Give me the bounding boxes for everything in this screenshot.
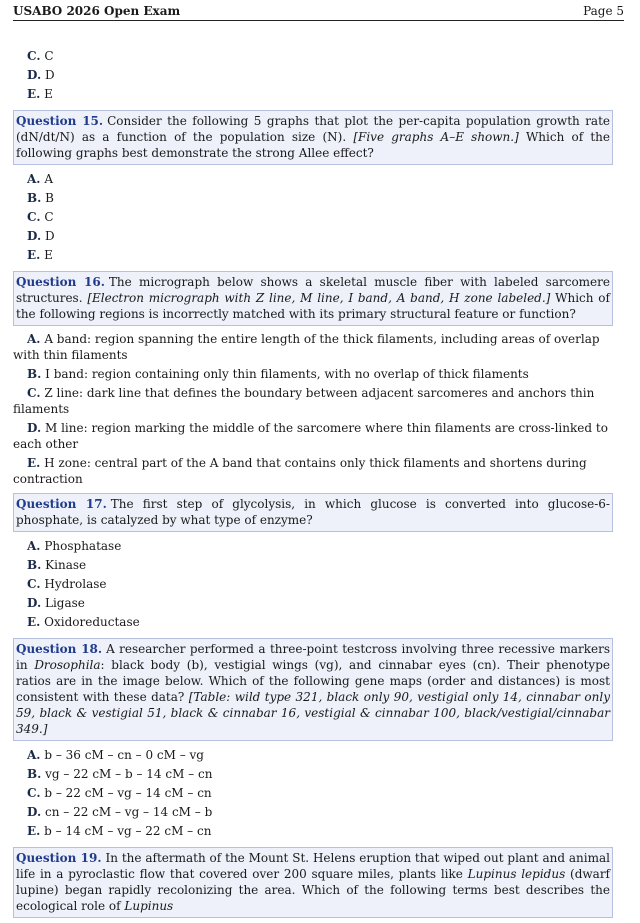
question-19-stem: Question 19. In the aftermath of the Mount St. Helens eruption that wiped out plant and animal life in a pyroclastic flow that covered over 200 square miles, plants like Lupinus lepidus (dwarf lupine) began rapidly recolonizing the area. Which of the following terms best describes the ecological role of Lupinus [13,847,613,918]
option-c[interactable]: C. Hydrolase [27,577,107,591]
option-d[interactable]: D. M line: region marking the middle of the sarcomere where thin filaments are cross-linked to each other [13,421,608,451]
question-17-stem: Question 17. The first step of glycolysis, in which glucose is converted into glucose-6-phosphate, is catalyzed by what type of enzyme? [13,493,613,532]
option-c[interactable]: C. C [27,49,54,63]
option-d[interactable]: D. D [27,229,55,243]
species-name: Lupinus lepidus [467,867,566,881]
option-d[interactable]: D. D [27,68,55,82]
option-e[interactable]: E. b – 14 cM – vg – 22 cM – cn [27,824,212,838]
question-label: Question 15. [16,114,104,128]
option-c[interactable]: C. Z line: dark line that defines the boundary between adjacent sarcomeres and anchors thin filaments [13,386,595,416]
species-name-short: Lupinus [124,899,174,913]
option-a[interactable]: A. A [27,172,53,186]
question-15-options [13,170,613,265]
figure-note: [Five graphs A–E shown.] [353,130,519,144]
option-b[interactable]: B. Kinase [27,558,87,572]
page-number: Page 5 [583,4,624,18]
question-label: Question 16. [16,275,105,289]
page-header [13,4,624,21]
exam-title: USABO 2026 Open Exam [13,4,181,18]
option-e[interactable]: E. Oxidoreductase [27,615,140,629]
option-b[interactable]: B. vg – 22 cM – b – 14 cM – cn [27,767,213,781]
option-e[interactable]: E. E [27,87,53,101]
option-a[interactable]: A. Phosphatase [27,539,122,553]
figure-note: [Electron micrograph with Z line, M line, I band, A band, H zone labeled.] [87,291,551,305]
species-name: Drosophila [34,658,101,672]
question-15-stem: Question 15. Consider the following 5 graphs that plot the per-capita population growth rate (dN/dt/N) as a function of the population size (N). [Five graphs A–E shown.] Which of the following graphs best demonstrate the strong Allee effect? [13,110,613,165]
option-d[interactable]: D. Ligase [27,596,85,610]
option-c[interactable]: C. C [27,210,54,224]
option-a[interactable]: A. A band: region spanning the entire length of the thick filaments, including areas of overlap with thin filaments [13,332,600,362]
option-c[interactable]: C. b – 22 cM – vg – 14 cM – cn [27,786,212,800]
option-e[interactable]: E. E [27,248,53,262]
question-label: Question 18. [16,642,103,656]
question-18-stem: Question 18. A researcher performed a three-point testcross involving three recessive markers in Drosophila: black body (b), vestigial wings (vg), and cinnabar eyes (cn). Their phenotype ratios are in the image below. Which of the following gene maps (order and distances) is most consistent with these data? [Table: wild type 321, black only 90, vestigial only 14, cinnabar only 59, black & vestigial 51, black & cinnabar 16, vestigial & cinnabar 100, black/vestigial/cinnabar 349.] [13,638,613,741]
question-label: Question 19. [16,851,102,865]
carryover-options [13,47,613,104]
option-e[interactable]: E. H zone: central part of the A band that contains only thick filaments and shortens during contraction [13,456,587,486]
question-label: Question 17. [16,497,107,511]
question-17-options [13,537,613,632]
option-a[interactable]: A. b – 36 cM – cn – 0 cM – vg [27,748,204,762]
table-note: [Table: wild type 321, black only 90, vestigial only 14, cinnabar only 59, black & vestigial 51, black & cinnabar 16, vestigial & cinnabar 100, black/vestigial/cinnabar 349.] [16,690,610,736]
option-b[interactable]: B. B [27,191,54,205]
question-16-stem: Question 16. The micrograph below shows a skeletal muscle fiber with labeled sarcomere structures. [Electron micrograph with Z line, M line, I band, A band, H zone labeled.] Which of the following regions is incorrectly matched with its primary structural feature or function? [13,271,613,326]
option-b[interactable]: B. I band: region containing only thin filaments, with no overlap of thick filaments [27,367,529,381]
question-18-options [13,746,613,841]
option-d[interactable]: D. cn – 22 cM – vg – 14 cM – b [27,805,213,819]
question-16-options [13,331,613,487]
page-content [13,47,613,923]
